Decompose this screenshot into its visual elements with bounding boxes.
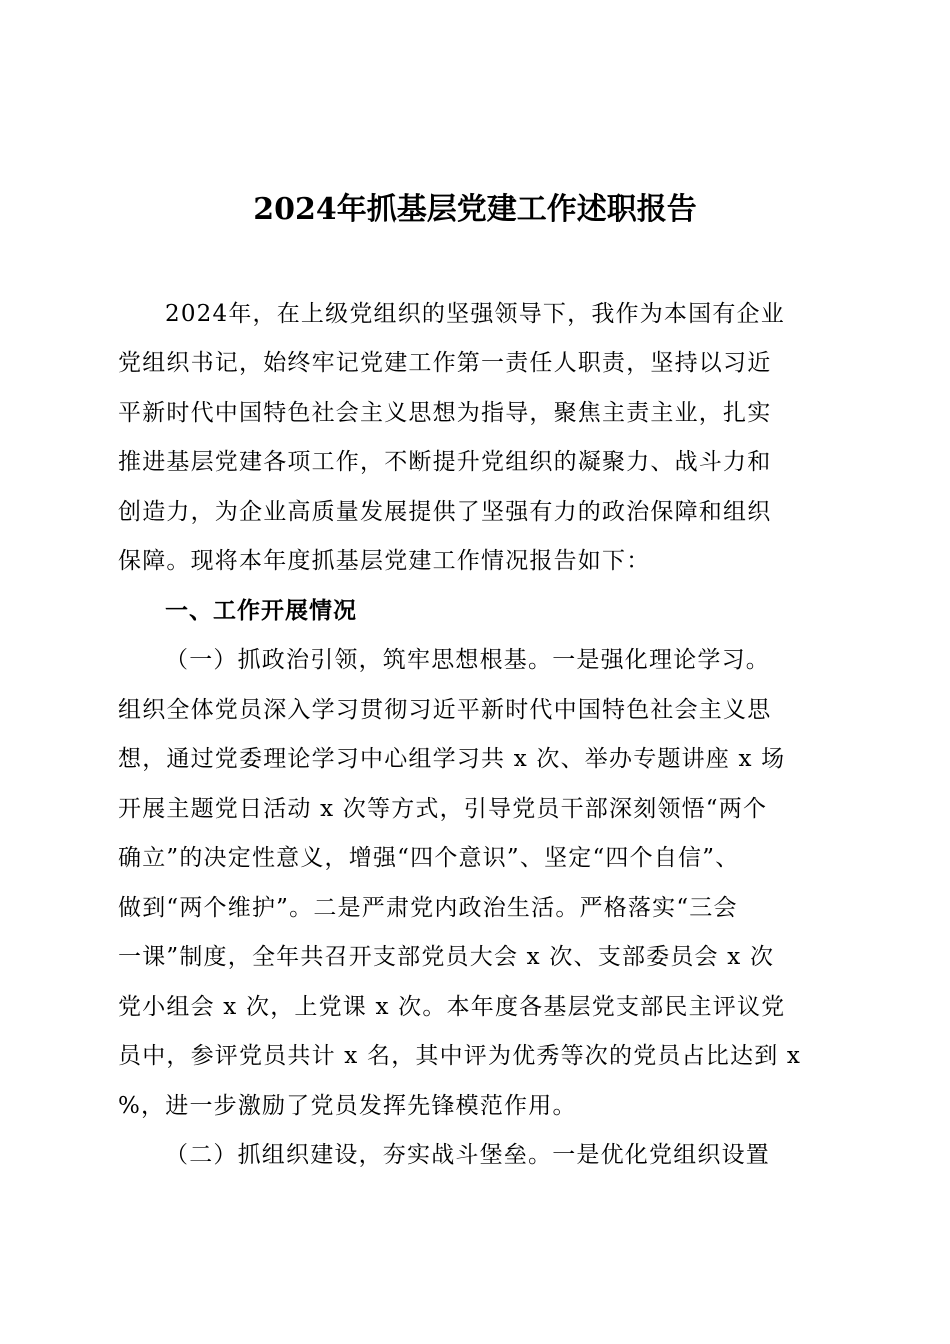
paragraph-line: 组织全体党员深入学习贯彻习近平新时代中国特色社会主义思 bbox=[118, 697, 772, 723]
paragraph-line: 党组织书记，始终牢记党建工作第一责任人职责，坚持以习近 bbox=[118, 350, 772, 376]
paragraph-line: 推进基层党建各项工作，不断提升党组织的凝聚力、战斗力和 bbox=[118, 449, 772, 475]
paragraph-line: （二）抓组织建设，夯实战斗堡垒。一是优化党组织设置 bbox=[165, 1142, 770, 1168]
section-heading: 一、工作开展情况 bbox=[165, 598, 357, 624]
paragraph-line: 做到“两个维护”。二是严肃党内政治生活。严格落实“三会 bbox=[118, 895, 738, 921]
document-title: 2024年抓基层党建工作述职报告 bbox=[253, 192, 697, 227]
paragraph-line: 确立”的决定性意义，增强“四个意识”、坚定“四个自信”、 bbox=[118, 845, 740, 871]
paragraph-line: （一）抓政治引领，筑牢思想根基。一是强化理论学习。 bbox=[165, 647, 770, 673]
paragraph-line: 开展主题党日活动 x 次等方式，引导党员干部深刻领悟“两个 bbox=[118, 796, 768, 822]
paragraph-line: 2024年，在上级党组织的坚强领导下，我作为本国有企业 bbox=[165, 301, 785, 327]
paragraph-line: 员中，参评党员共计 x 名，其中评为优秀等次的党员占比达到 x bbox=[118, 1043, 802, 1069]
paragraph-line: 平新时代中国特色社会主义思想为指导，聚焦主责主业，扎实 bbox=[118, 400, 772, 426]
paragraph-line: 党小组会 x 次，上党课 x 次。本年度各基层党支部民主评议党 bbox=[118, 994, 786, 1020]
paragraph-line: 一课”制度，全年共召开支部党员大会 x 次、支部委员会 x 次 bbox=[118, 944, 775, 970]
paragraph-line: 创造力，为企业高质量发展提供了坚强有力的政治保障和组织 bbox=[118, 499, 772, 525]
paragraph-line: 想，通过党委理论学习中心组学习共 x 次、举办专题讲座 x 场 bbox=[118, 746, 786, 772]
paragraph-line: %，进一步激励了党员发挥先锋模范作用。 bbox=[118, 1093, 577, 1119]
paragraph-line: 保障。现将本年度抓基层党建工作情况报告如下： bbox=[118, 548, 651, 574]
